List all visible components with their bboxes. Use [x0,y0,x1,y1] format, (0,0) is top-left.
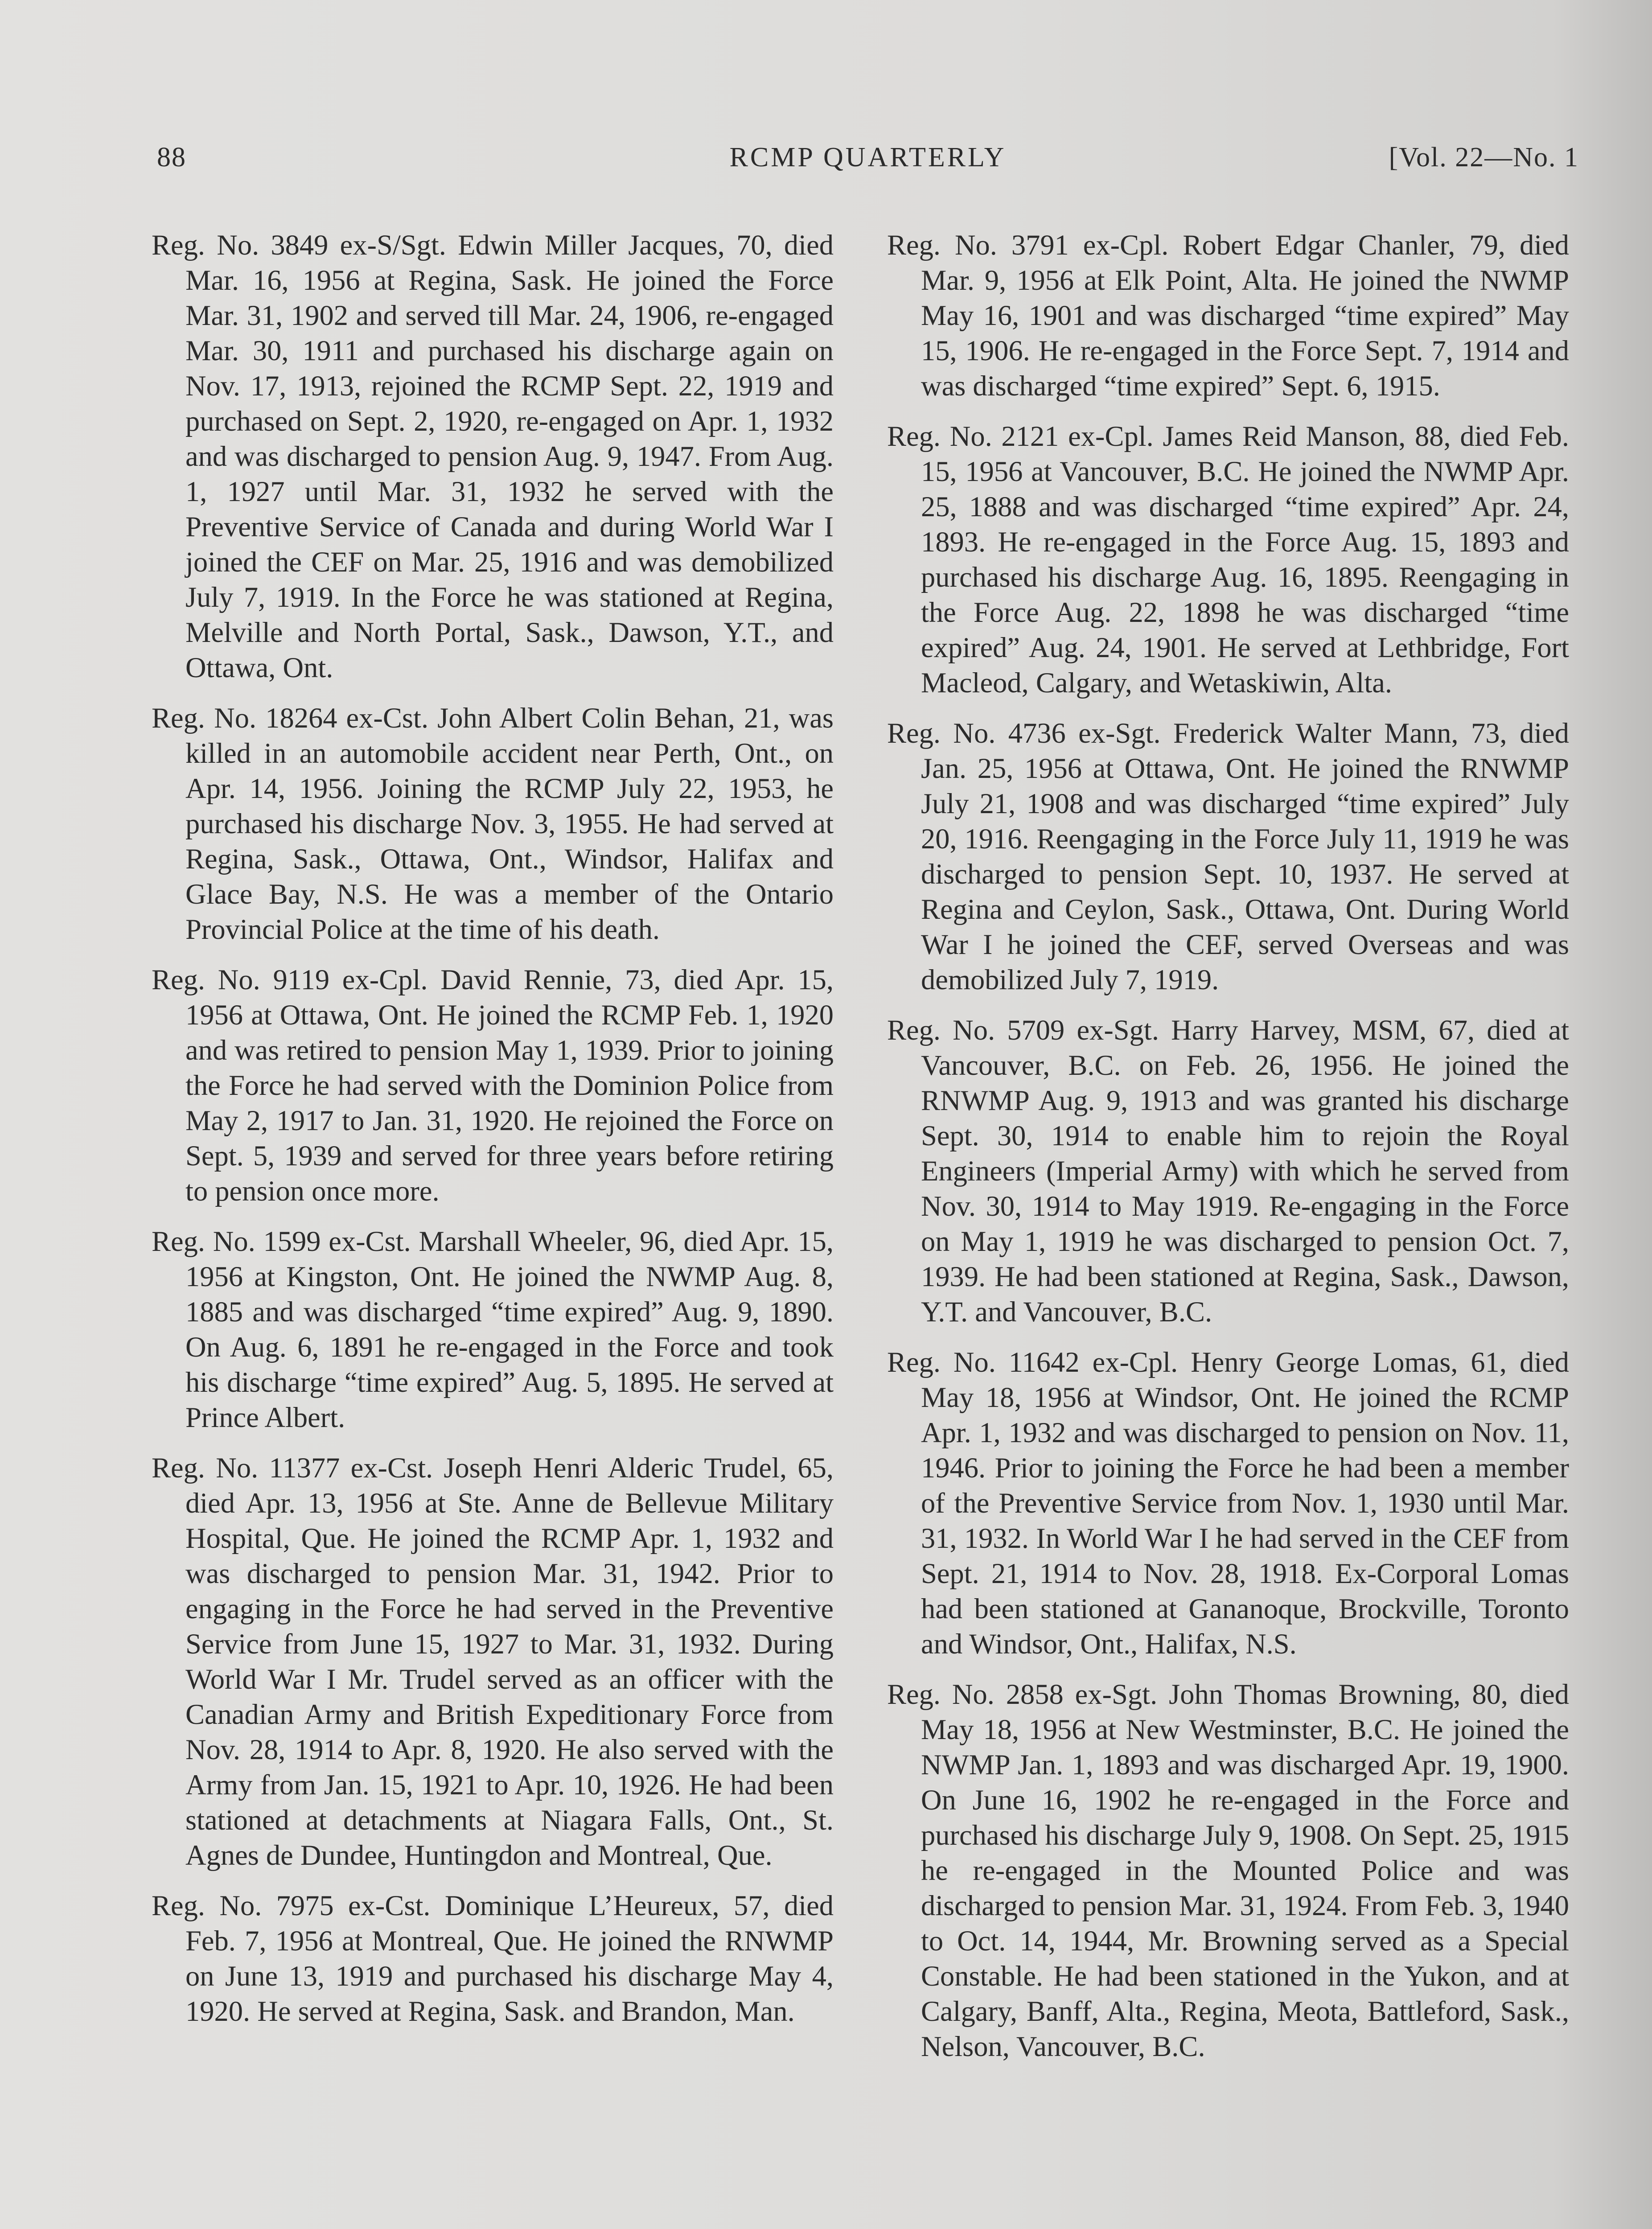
obituary-entry: Reg. No. 4736 ex-Sgt. Frederick Walter Mann, 73, died Jan. 25, 1956 at Ottawa, Ont. He joined the RNWMP July 21, 1908 and was discharged “time expired” July 20, 1916. Reengaging in the Force July 11, 1919 he was discharged to pension Sept. 10, 1937. He served at Regina and Ceylon, Sask., Ottawa, Ont. During World War I he joined the CEF, served Overseas and was demobilized July 7, 1919. [887,717,1569,995]
obituary-entry: Reg. No. 7975 ex-Cst. Dominique L’Heureux, 57, died Feb. 7, 1956 at Montreal, Que. He joined the RNWMP on June 13, 1919 and purchased his discharge May 4, 1920. He served at Regina, Sask. and Brandon, Man. [152,1890,834,2027]
obituary-entry: Reg. No. 2858 ex-Sgt. John Thomas Browning, 80, died May 18, 1956 at New Westminster, B.C. He joined the NWMP Jan. 1, 1893 and was discharged Apr. 19, 1900. On June 16, 1902 he re-engaged in the Force and purchased his discharge July 9, 1908. On Sept. 25, 1915 he re-engaged in the Mounted Police and was discharged to pension Mar. 31, 1924. From Feb. 3, 1940 to Oct. 14, 1944, Mr. Browning served as a Special Constable. He had been stationed in the Yukon, and at Calgary, Banff, Alta., Regina, Meota, Battleford, Sask., Nelson, Vancouver, B.C. [887,1678,1569,2062]
page-number: 88 [157,142,186,173]
page-header [157,142,1579,182]
left-column [152,227,834,2044]
obituary-entry: Reg. No. 9119 ex-Cpl. David Rennie, 73, died Apr. 15, 1956 at Ottawa, Ont. He joined the RCMP Feb. 1, 1920 and was retired to pension May 1, 1939. Prior to joining the Force he had served with the Dominion Police from May 2, 1917 to Jan. 31, 1920. He rejoined the Force on Sept. 5, 1939 and served for three years before retiring to pension once more. [152,964,834,1207]
volume-issue: [Vol. 22—No. 1 [1389,142,1579,173]
obituary-entry: Reg. No. 11642 ex-Cpl. Henry George Lomas, 61, died May 18, 1956 at Windsor, Ont. He joined the RCMP Apr. 1, 1932 and was discharged to pension on Nov. 11, 1946. Prior to joining the Force he had been a member of the Preventive Service from Nov. 1, 1930 until Mar. 31, 1932. In World War I he had served in the CEF from Sept. 21, 1914 to Nov. 28, 1918. Ex-Corporal Lomas had been stationed at Gananoque, Brockville, Toronto and Windsor, Ont., Halifax, N.S. [887,1346,1569,1660]
obituary-entry: Reg. No. 3791 ex-Cpl. Robert Edgar Chanler, 79, died Mar. 9, 1956 at Elk Point, Alta. He joined the NWMP May 16, 1901 and was discharged “time expired” May 15, 1906. He re-engaged in the Force Sept. 7, 1914 and was discharged “time expired” Sept. 6, 1915. [887,229,1569,402]
obituary-entry: Reg. No. 2121 ex-Cpl. James Reid Manson, 88, died Feb. 15, 1956 at Vancouver, B.C. He joined the NWMP Apr. 25, 1888 and was discharged “time expired” Apr. 24, 1893. He re-engaged in the Force Aug. 15, 1893 and purchased his discharge Aug. 16, 1895. Reengaging in the Force Aug. 22, 1898 he was discharged “time expired” Aug. 24, 1901. He served at Lethbridge, Fort Macleod, Calgary, and Wetaskiwin, Alta. [887,420,1569,699]
obituary-entry: Reg. No. 5709 ex-Sgt. Harry Harvey, MSM, 67, died at Vancouver, B.C. on Feb. 26, 1956. He joined the RNWMP Aug. 9, 1913 and was granted his discharge Sept. 30, 1914 to enable him to rejoin the Royal Engineers (Imperial Army) with which he served from Nov. 30, 1914 to May 1919. Re-engaging in the Force on May 1, 1919 he was discharged to pension Oct. 7, 1939. He had been stationed at Regina, Sask., Dawson, Y.T. and Vancouver, B.C. [887,1014,1569,1328]
obituary-entry: Reg. No. 3849 ex-S/Sgt. Edwin Miller Jacques, 70, died Mar. 16, 1956 at Regina, Sask. He joined the Force Mar. 31, 1902 and served till Mar. 24, 1906, re-engaged Mar. 30, 1911 and purchased his discharge again on Nov. 17, 1913, rejoined the RCMP Sept. 22, 1919 and purchased on Sept. 2, 1920, re-engaged on Apr. 1, 1932 and was discharged to pension Aug. 9, 1947. From Aug. 1, 1927 until Mar. 31, 1932 he served with the Preventive Service of Canada and during World War I joined the CEF on Mar. 25, 1916 and was demobilized July 7, 1919. In the Force he was stationed at Regina, Melville and North Portal, Sask., Dawson, Y.T., and Ottawa, Ont. [152,229,834,683]
obituary-entry: Reg. No. 11377 ex-Cst. Joseph Henri Alderic Trudel, 65, died Apr. 13, 1956 at Ste. Anne de Bellevue Military Hospital, Que. He joined the RCMP Apr. 1, 1932 and was discharged to pension Mar. 31, 1942. Prior to engaging in the Force he had served in the Preventive Service from June 15, 1927 to Mar. 31, 1932. During World War I Mr. Trudel served as an officer with the Canadian Army and British Expeditionary Force from Nov. 28, 1914 to Apr. 8, 1920. He also served with the Army from Jan. 15, 1921 to Apr. 10, 1926. He had been stationed at detachments at Niagara Falls, Ont., St. Agnes de Dundee, Huntingdon and Montreal, Que. [152,1452,834,1871]
right-column [887,227,1569,2079]
obituary-entry: Reg. No. 1599 ex-Cst. Marshall Wheeler, 96, died Apr. 15, 1956 at Kingston, Ont. He joined the NWMP Aug. 8, 1885 and was discharged “time expired” Aug. 9, 1890. On Aug. 6, 1891 he re-engaged in the Force and took his discharge “time expired” Aug. 5, 1895. He served at Prince Albert. [152,1226,834,1433]
journal-title: RCMP QUARTERLY [729,142,1007,173]
obituary-entry: Reg. No. 18264 ex-Cst. John Albert Colin Behan, 21, was killed in an automobile accident near Perth, Ont., on Apr. 14, 1956. Joining the RCMP July 22, 1953, he purchased his discharge Nov. 3, 1955. He had served at Regina, Sask., Ottawa, Ont., Windsor, Halifax and Glace Bay, N.S. He was a member of the Ontario Provincial Police at the time of his death. [152,702,834,945]
